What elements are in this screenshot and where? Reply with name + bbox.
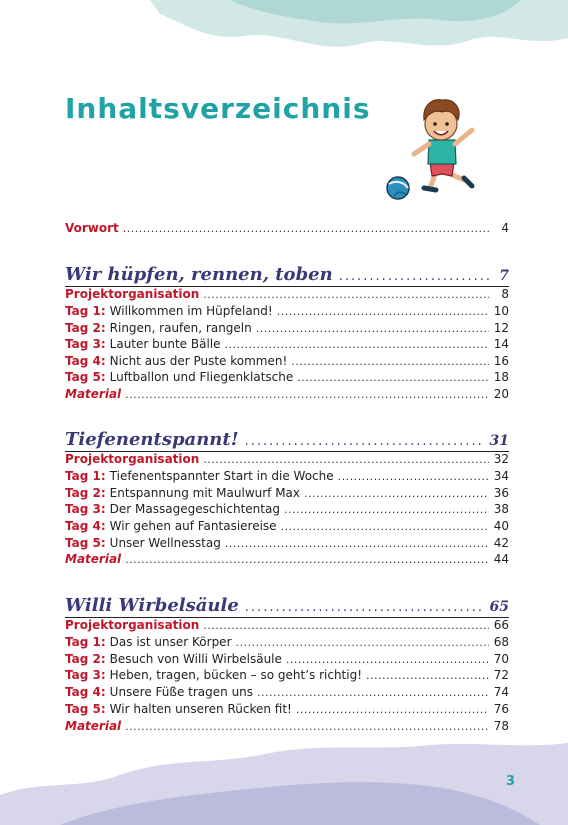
toc-row-material — [65, 718, 509, 734]
day-text: Willkommen im Hüpfeland! — [109, 304, 273, 318]
section-heading-2 — [65, 429, 509, 453]
leader-dots — [256, 321, 489, 337]
toc-row-day — [65, 651, 509, 667]
organisation-label: Projektorganisation — [65, 452, 200, 466]
leader-dots — [286, 652, 489, 668]
toc-row-day — [65, 501, 509, 517]
leader-dots — [297, 370, 489, 386]
section-heading-3 — [65, 595, 509, 619]
day-tag: Tag 3: — [65, 337, 106, 351]
day-tag: Tag 4: — [65, 685, 106, 699]
leader-dots — [284, 502, 489, 518]
section-title: Willi Wirbelsäule — [65, 595, 239, 616]
day-tag: Tag 1: — [65, 304, 106, 318]
toc-row-organisation — [65, 451, 509, 467]
leader-dots — [291, 354, 489, 370]
section-page: 65 — [489, 599, 509, 615]
leader-dots — [366, 668, 489, 684]
day-page: 10 — [493, 304, 509, 318]
day-text: Ringen, raufen, rangeln — [109, 321, 252, 335]
material-page: 78 — [493, 719, 509, 733]
material-label: Material — [65, 719, 122, 733]
section-title: Tiefenentspannt! — [65, 429, 239, 450]
page-number: 3 — [506, 774, 516, 789]
vorwort-page: 4 — [501, 221, 509, 235]
toc-row-day — [65, 684, 509, 700]
leader-dots — [338, 469, 489, 485]
day-tag: Tag 3: — [65, 668, 106, 682]
toc-row-day — [65, 701, 509, 717]
day-page: 12 — [493, 321, 509, 335]
leader-dots — [236, 635, 490, 651]
day-tag: Tag 4: — [65, 354, 106, 368]
toc-row-day — [65, 535, 509, 551]
toc-row-organisation — [65, 286, 509, 302]
material-page: 44 — [493, 552, 509, 566]
toc-row-day — [65, 320, 509, 336]
day-tag: Tag 5: — [65, 536, 106, 550]
leader-dots — [203, 452, 489, 468]
leader-dots — [123, 221, 489, 237]
day-tag: Tag 2: — [65, 652, 106, 666]
material-page: 20 — [493, 387, 509, 401]
section-title: Wir hüpfen, rennen, toben — [65, 264, 333, 285]
leader-dots — [225, 536, 489, 552]
day-text: Unser Wellnesstag — [109, 536, 221, 550]
leader-dots — [339, 269, 494, 284]
leader-dots — [225, 337, 489, 353]
toc-row-material — [65, 386, 509, 402]
day-tag: Tag 1: — [65, 469, 106, 483]
day-page: 36 — [493, 486, 509, 500]
toc-row-day — [65, 336, 509, 352]
day-text: Entspannung mit Maulwurf Max — [109, 486, 301, 500]
organisation-page: 66 — [493, 618, 509, 632]
leader-dots — [125, 552, 489, 568]
day-text: Nicht aus der Puste kommen! — [109, 354, 288, 368]
toc-row-day — [65, 667, 509, 683]
organisation-page: 8 — [501, 287, 509, 301]
section-page: 7 — [499, 268, 509, 284]
day-page: 40 — [493, 519, 509, 533]
toc-row-vorwort — [65, 220, 509, 236]
boy-kicking-ball-illustration — [384, 92, 492, 204]
day-page: 76 — [493, 702, 509, 716]
day-text: Der Massagegeschichtentag — [109, 502, 280, 516]
toc-row-day — [65, 303, 509, 319]
material-label: Material — [65, 387, 122, 401]
toc-row-day — [65, 369, 509, 385]
section-heading-1 — [65, 264, 509, 288]
leader-dots — [277, 304, 489, 320]
toc-row-organisation — [65, 617, 509, 633]
day-page: 72 — [493, 668, 509, 682]
day-tag: Tag 5: — [65, 370, 106, 384]
section-page: 31 — [489, 433, 509, 449]
watercolor-wash-top — [0, 0, 568, 60]
toc-row-day — [65, 518, 509, 534]
material-label: Material — [65, 552, 122, 566]
leader-dots — [245, 434, 484, 449]
toc-row-day — [65, 485, 509, 501]
day-tag: Tag 3: — [65, 502, 106, 516]
day-tag: Tag 2: — [65, 321, 106, 335]
day-text: Luftballon und Fliegenklatsche — [109, 370, 294, 384]
toc-row-material — [65, 551, 509, 567]
watercolor-wash-bottom — [0, 735, 568, 825]
toc-row-day — [65, 353, 509, 369]
leader-dots — [125, 387, 489, 403]
day-text: Unsere Füße tragen uns — [109, 685, 254, 699]
day-tag: Tag 1: — [65, 635, 106, 649]
day-page: 14 — [493, 337, 509, 351]
day-text: Das ist unser Körper — [109, 635, 232, 649]
leader-dots — [257, 685, 489, 701]
day-text: Wir gehen auf Fantasiereise — [109, 519, 277, 533]
leader-dots — [304, 486, 489, 502]
day-page: 34 — [493, 469, 509, 483]
toc-row-day — [65, 468, 509, 484]
day-text: Besuch von Willi Wirbelsäule — [109, 652, 282, 666]
leader-dots — [203, 287, 489, 303]
day-page: 38 — [493, 502, 509, 516]
day-page: 16 — [493, 354, 509, 368]
toc-title: Inhaltsverzeichnis — [65, 92, 371, 125]
organisation-page: 32 — [493, 452, 509, 466]
day-page: 74 — [493, 685, 509, 699]
day-page: 70 — [493, 652, 509, 666]
organisation-label: Projektorganisation — [65, 618, 200, 632]
day-tag: Tag 5: — [65, 702, 106, 716]
day-page: 42 — [493, 536, 509, 550]
day-text: Heben, tragen, bücken – so geht’s richtig! — [109, 668, 363, 682]
leader-dots — [203, 618, 489, 634]
day-text: Tiefenentspannter Start in die Woche — [109, 469, 334, 483]
toc-row-day — [65, 634, 509, 650]
organisation-label: Projektorganisation — [65, 287, 200, 301]
day-page: 68 — [493, 635, 509, 649]
leader-dots — [245, 600, 484, 615]
day-tag: Tag 2: — [65, 486, 106, 500]
day-tag: Tag 4: — [65, 519, 106, 533]
day-page: 18 — [493, 370, 509, 384]
day-text: Wir halten unseren Rücken fit! — [109, 702, 292, 716]
vorwort-label: Vorwort — [65, 221, 119, 235]
leader-dots — [125, 719, 489, 735]
day-text: Lauter bunte Bälle — [109, 337, 221, 351]
leader-dots — [281, 519, 489, 535]
leader-dots — [296, 702, 489, 718]
